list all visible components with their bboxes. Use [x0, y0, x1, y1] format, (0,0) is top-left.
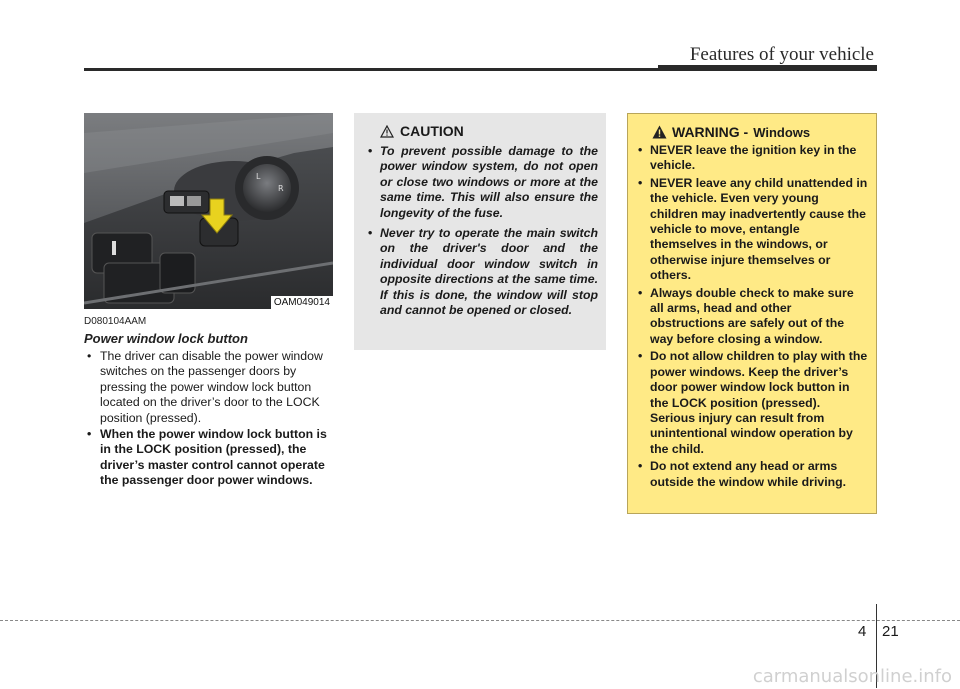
- svg-text:R: R: [278, 184, 284, 193]
- warning-header: [652, 124, 868, 140]
- list-item: • Never try to operate the main switch on the driver's door and the individual door window switch in opposite directions at the same time. If this is done, the window will stop and cannot be opened or closed.: [368, 226, 598, 318]
- warning-subtitle: Windows: [753, 124, 811, 140]
- door-switch-photo: [84, 113, 333, 309]
- warning-title: WARNING -: [672, 124, 749, 140]
- footer-dashed-rule: [0, 620, 960, 621]
- image-code-label: OAM049014: [271, 296, 333, 309]
- page-number: 21: [882, 623, 899, 640]
- list-item: • Always double check to make sure all arms, head and other obstructions are safely out of the way before closing a window.: [638, 286, 868, 348]
- section-code: D080104AAM: [84, 316, 147, 327]
- header-rule-thick: [658, 65, 877, 71]
- caution-triangle-icon: [380, 125, 394, 138]
- door-switch-illustration: [84, 113, 333, 309]
- caution-bullet-list: [368, 144, 598, 318]
- list-item: • Do not extend any head or arms outside the window while driving.: [638, 459, 868, 490]
- chapter-number: 4: [858, 623, 867, 640]
- section-bullet-list: [84, 349, 334, 490]
- caution-header: [380, 123, 598, 139]
- caution-box: [354, 113, 606, 350]
- svg-text:L: L: [256, 172, 261, 181]
- page-header-title: Features of your vehicle: [689, 44, 874, 65]
- warning-bullet-list: [638, 143, 868, 490]
- warning-box: [627, 113, 877, 514]
- header-rule: [84, 68, 660, 71]
- watermark[interactable]: carmanualsonline.info: [752, 666, 952, 687]
- list-item: • When the power window lock button is in the LOCK position (pressed), the driver’s master control cannot operate the passenger door power windows.: [84, 427, 334, 489]
- warning-triangle-icon: [652, 125, 667, 139]
- list-item: • To prevent possible damage to the power window system, do not open or close two windows or more at the same time. This will also ensure the longevity of the fuse.: [368, 144, 598, 221]
- list-item: • The driver can disable the power window switches on the passenger doors by pressing the power window lock button located on the driver’s door to the LOCK position (pressed).: [84, 349, 334, 426]
- list-item: • Do not allow children to play with the power windows. Keep the driver’s door power window lock button in the LOCK position (pressed). Serious injury can result from unintentional window operation by the child.: [638, 349, 868, 457]
- caution-title: CAUTION: [400, 123, 464, 139]
- list-item: • NEVER leave any child unattended in the vehicle. Even very young children may inadvertently cause the vehicle to move, entangle themselves in the windows, or otherwise injure themselves or others.: [638, 176, 868, 284]
- list-item: • NEVER leave the ignition key in the vehicle.: [638, 143, 868, 174]
- section-title: Power window lock button: [84, 331, 248, 346]
